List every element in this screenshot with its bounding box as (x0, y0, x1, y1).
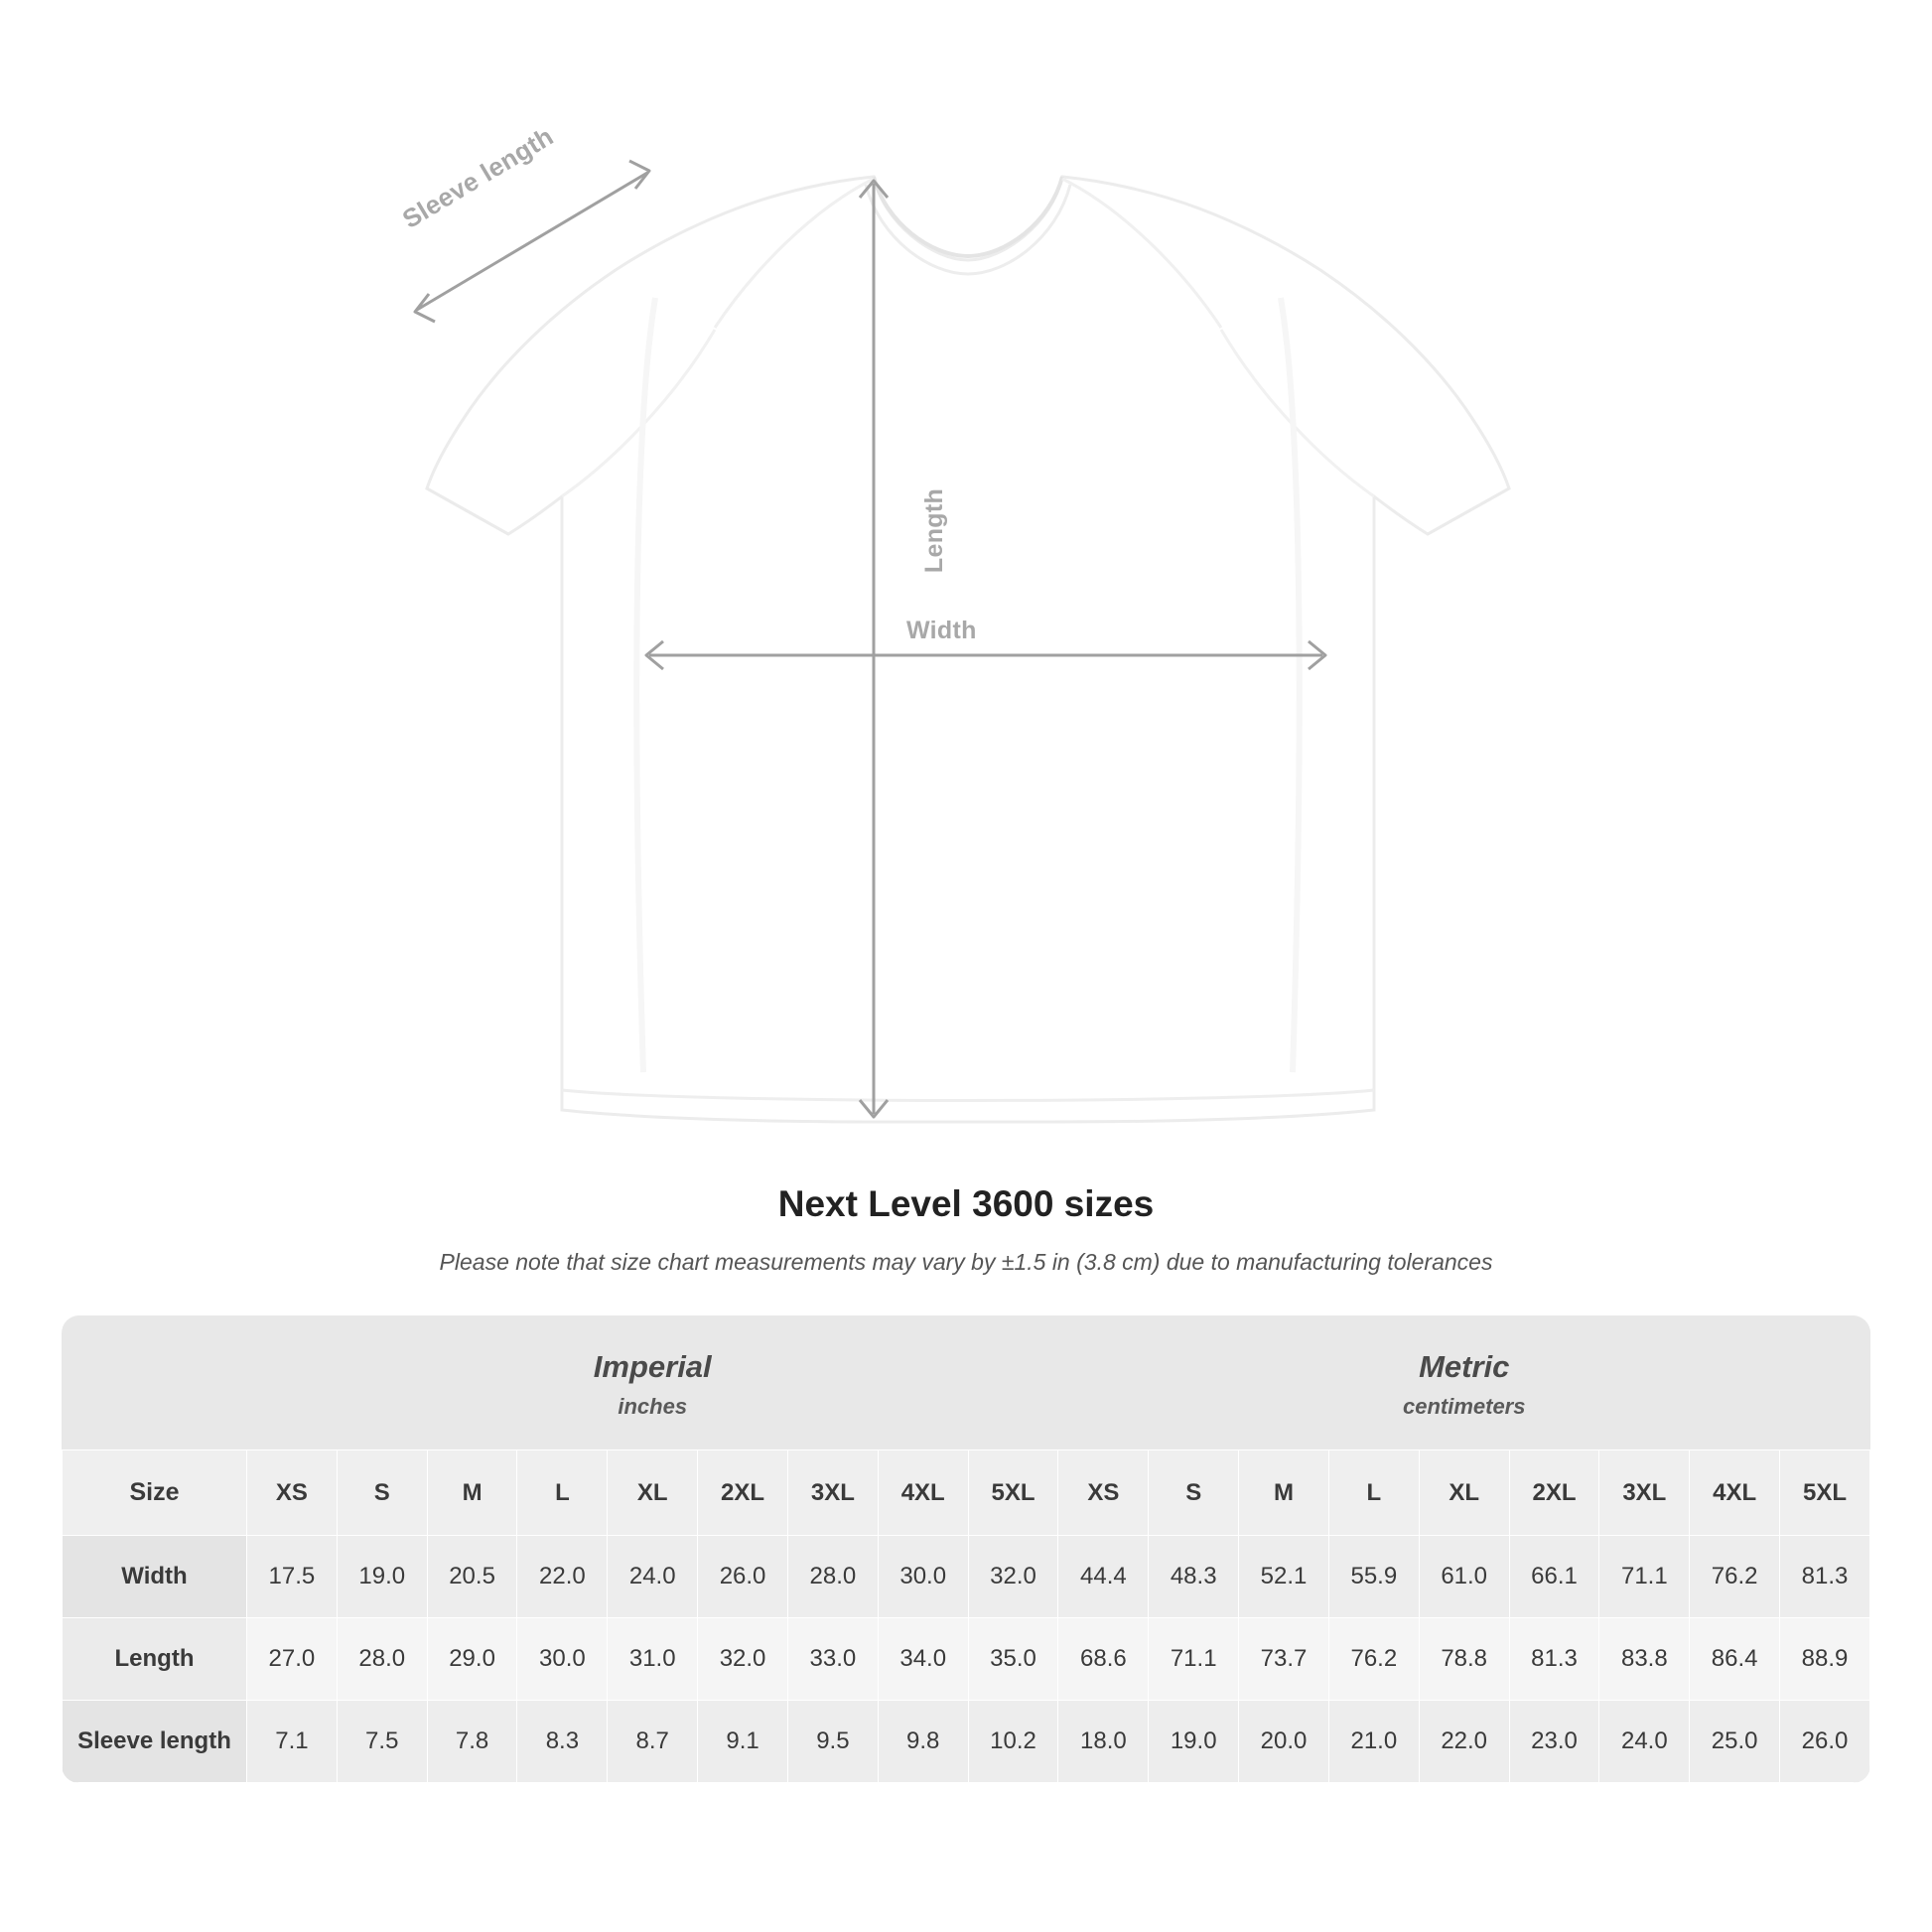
table-cell: 27.0 (247, 1618, 338, 1701)
table-cell: 7.5 (337, 1701, 427, 1783)
table-cell: 71.1 (1599, 1536, 1690, 1618)
table-cell: 48.3 (1149, 1536, 1239, 1618)
table-cell: 25.0 (1690, 1701, 1780, 1783)
table-cell: 76.2 (1328, 1618, 1419, 1701)
table-cell: 34.0 (878, 1618, 968, 1701)
unit-header-row (63, 1315, 1870, 1450)
table-cell: 8.7 (608, 1701, 698, 1783)
table-cell: 19.0 (1149, 1701, 1239, 1783)
table-cell: 26.0 (1780, 1701, 1870, 1783)
table-cell: 33.0 (787, 1618, 878, 1701)
table-row (63, 1536, 1870, 1618)
table-cell: 22.0 (1419, 1701, 1509, 1783)
table-row (63, 1701, 1870, 1783)
size-header-cell: XL (608, 1450, 698, 1536)
table-cell: 20.0 (1239, 1701, 1329, 1783)
table-cell: 73.7 (1239, 1618, 1329, 1701)
table-cell: 68.6 (1058, 1618, 1149, 1701)
table-cell: 86.4 (1690, 1618, 1780, 1701)
unit-header-metric-sub: centimeters (1402, 1394, 1526, 1419)
row-label-width: Width (63, 1536, 247, 1618)
table-cell: 23.0 (1509, 1701, 1599, 1783)
table-cell: 32.0 (698, 1618, 788, 1701)
table-cell: 81.3 (1509, 1618, 1599, 1701)
table-cell: 55.9 (1328, 1536, 1419, 1618)
size-header-cell: 3XL (787, 1450, 878, 1536)
table-cell: 7.1 (247, 1701, 338, 1783)
table-cell: 28.0 (337, 1618, 427, 1701)
table-cell: 30.0 (878, 1536, 968, 1618)
table-cell: 8.3 (517, 1701, 608, 1783)
size-header-cell: 2XL (698, 1450, 788, 1536)
size-header-cell: S (1149, 1450, 1239, 1536)
table-cell: 10.2 (968, 1701, 1058, 1783)
size-table (62, 1315, 1870, 1783)
table-cell: 18.0 (1058, 1701, 1149, 1783)
table-cell: 88.9 (1780, 1618, 1870, 1701)
size-header-cell: L (517, 1450, 608, 1536)
table-cell: 66.1 (1509, 1536, 1599, 1618)
table-cell: 29.0 (427, 1618, 517, 1701)
table-cell: 78.8 (1419, 1618, 1509, 1701)
size-header-label: Size (63, 1450, 247, 1536)
size-header-cell: 4XL (878, 1450, 968, 1536)
chart-title: Next Level 3600 sizes (777, 1183, 1155, 1224)
size-header-cell: S (337, 1450, 427, 1536)
table-cell: 26.0 (698, 1536, 788, 1618)
size-header-cell: L (1328, 1450, 1419, 1536)
size-header-cell: 4XL (1690, 1450, 1780, 1536)
row-label-length: Length (63, 1618, 247, 1701)
table-cell: 35.0 (968, 1618, 1058, 1701)
table-cell: 81.3 (1780, 1536, 1870, 1618)
table-cell: 28.0 (787, 1536, 878, 1618)
table-cell: 9.8 (878, 1701, 968, 1783)
row-label-sleeve-length: Sleeve length (63, 1701, 247, 1783)
table-cell: 61.0 (1419, 1536, 1509, 1618)
table-cell: 32.0 (968, 1536, 1058, 1618)
size-header-cell: XS (247, 1450, 338, 1536)
table-cell: 24.0 (1599, 1701, 1690, 1783)
size-header-row (63, 1450, 1870, 1536)
table-cell: 52.1 (1239, 1536, 1329, 1618)
table-cell: 31.0 (608, 1618, 698, 1701)
size-header-cell: 5XL (968, 1450, 1058, 1536)
unit-header-imperial-sub: inches (618, 1394, 688, 1419)
size-header-cell: XL (1419, 1450, 1509, 1536)
size-table-container (62, 1315, 1870, 1783)
length-dimension-label: Length (920, 487, 949, 574)
table-cell: 30.0 (517, 1618, 608, 1701)
table-cell: 7.8 (427, 1701, 517, 1783)
size-header-cell: 2XL (1509, 1450, 1599, 1536)
table-cell: 17.5 (247, 1536, 338, 1618)
size-header-cell: XS (1058, 1450, 1149, 1536)
size-header-cell: M (427, 1450, 517, 1536)
table-cell: 83.8 (1599, 1618, 1690, 1701)
table-cell: 19.0 (337, 1536, 427, 1618)
unit-header-metric (1058, 1315, 1870, 1450)
tshirt-shape (427, 177, 1509, 1122)
table-cell: 9.5 (787, 1701, 878, 1783)
size-header-cell: 5XL (1780, 1450, 1870, 1536)
table-cell: 24.0 (608, 1536, 698, 1618)
table-row (63, 1618, 1870, 1701)
table-cell: 9.1 (698, 1701, 788, 1783)
unit-header-metric-name: Metric (1419, 1349, 1510, 1384)
size-header-cell: M (1239, 1450, 1329, 1536)
unit-header-imperial (247, 1315, 1058, 1450)
table-cell: 44.4 (1058, 1536, 1149, 1618)
table-cell: 76.2 (1690, 1536, 1780, 1618)
table-cell: 22.0 (517, 1536, 608, 1618)
table-cell: 21.0 (1328, 1701, 1419, 1783)
sleeve-length-dimension-label: Sleeve length (397, 120, 559, 234)
unit-header-imperial-name: Imperial (593, 1349, 712, 1384)
unit-header-spacer (63, 1315, 247, 1450)
width-dimension-label: Width (906, 617, 977, 644)
chart-note: Please note that size chart measurements may vary by ±1.5 in (3.8 cm) due to manufacturing tolerances (439, 1249, 1493, 1275)
table-cell: 71.1 (1149, 1618, 1239, 1701)
size-header-cell: 3XL (1599, 1450, 1690, 1536)
table-cell: 20.5 (427, 1536, 517, 1618)
